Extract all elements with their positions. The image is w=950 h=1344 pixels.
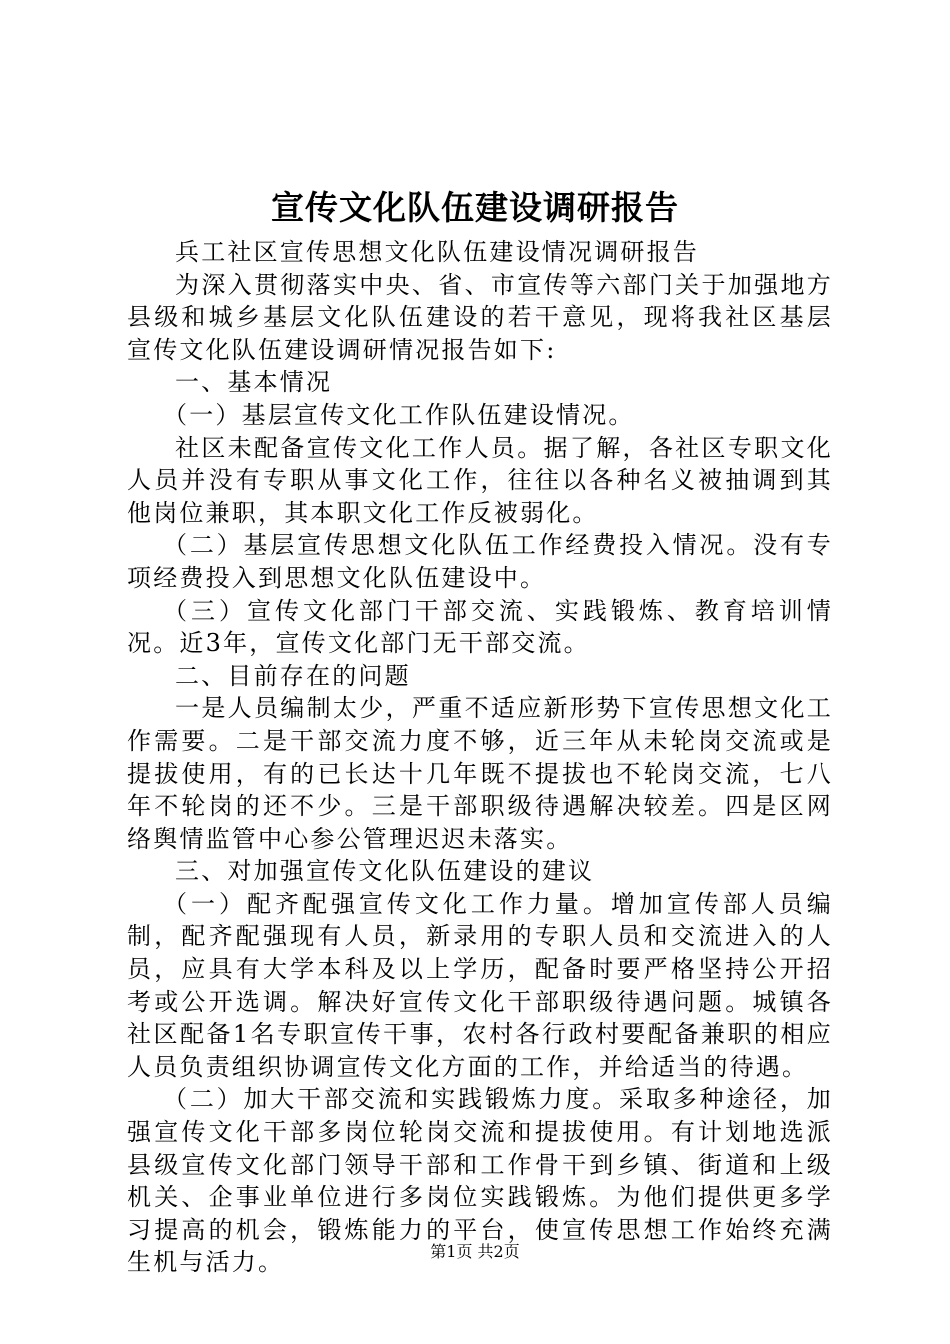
paragraph-staffing: 社区未配备宣传文化工作人员。据了解，各社区专职文化人员并没有专职从事文化工作，往往以各种名义被抽调到其他岗位兼职，其本职文化工作反被弱化。 xyxy=(127,433,833,527)
paragraph-funding: （二）基层宣传思想文化队伍工作经费投入情况。没有专项经费投入到思想文化队伍建设中。 xyxy=(127,531,833,592)
section-heading-problems: 二、目前存在的问题 xyxy=(175,661,411,690)
page-number-footer: 第1页 共2页 xyxy=(430,1242,520,1261)
section-heading-suggestions: 三、对加强宣传文化队伍建设的建议 xyxy=(175,857,595,886)
paragraph-suggestion-exchange: （二）加大干部交流和实践锻炼力度。采取多种途径，加强宣传文化干部多岗位轮岗交流和提拔使用。有计划地选派县级宣传文化部门领导干部和工作骨干到乡镇、街道和上级机关、企事业单位进行多岗位实践锻炼。为他们提供更多学习提高的机会，锻炼能力的平台，使宣传思想工作始终充满生机与活力。 xyxy=(127,1085,833,1277)
document-body xyxy=(127,236,833,1279)
subheading-team-building: （一）基层宣传文化工作队伍建设情况。 xyxy=(163,400,635,429)
paragraph-suggestion-staffing: （一）配齐配强宣传文化工作力量。增加宣传部人员编制，配齐配强现有人员，新录用的专职人员和交流进入的人员，应具有大学本科及以上学历，配备时要严格坚持公开招考或公开选调。解决好宣传文化干部职级待遇问题。城镇各社区配备1名专职宣传干事，农村各行政村要配备兼职的相应人员负责组织协调宣传文化方面的工作，并给适当的待遇。 xyxy=(127,889,833,1081)
paragraph-exchange-training: （三）宣传文化部门干部交流、实践锻炼、教育培训情况。近3年，宣传文化部门无干部交流。 xyxy=(127,596,833,658)
paragraph-problems: 一是人员编制太少，严重不适应新形势下宣传思想文化工作需要。二是干部交流力度不够，近三年从未轮岗交流或是提拔使用，有的已长达十几年既不提拔也不轮岗交流，七八年不轮岗的还不少。三是干部职级待遇解决较差。四是区网络舆情监管中心参公管理迟迟未落实。 xyxy=(127,694,833,853)
document-title: 宣传文化队伍建设调研报告 xyxy=(271,188,679,227)
section-heading-basic-situation: 一、基本情况 xyxy=(175,368,333,397)
paragraph-subtitle: 兵工社区宣传思想文化队伍建设情况调研报告 xyxy=(175,238,699,266)
paragraph-intro: 为深入贯彻落实中央、省、市宣传等六部门关于加强地方县级和城乡基层文化队伍建设的若干意见，现将我社区基层宣传文化队伍建设调研情况报告如下: xyxy=(127,270,833,364)
